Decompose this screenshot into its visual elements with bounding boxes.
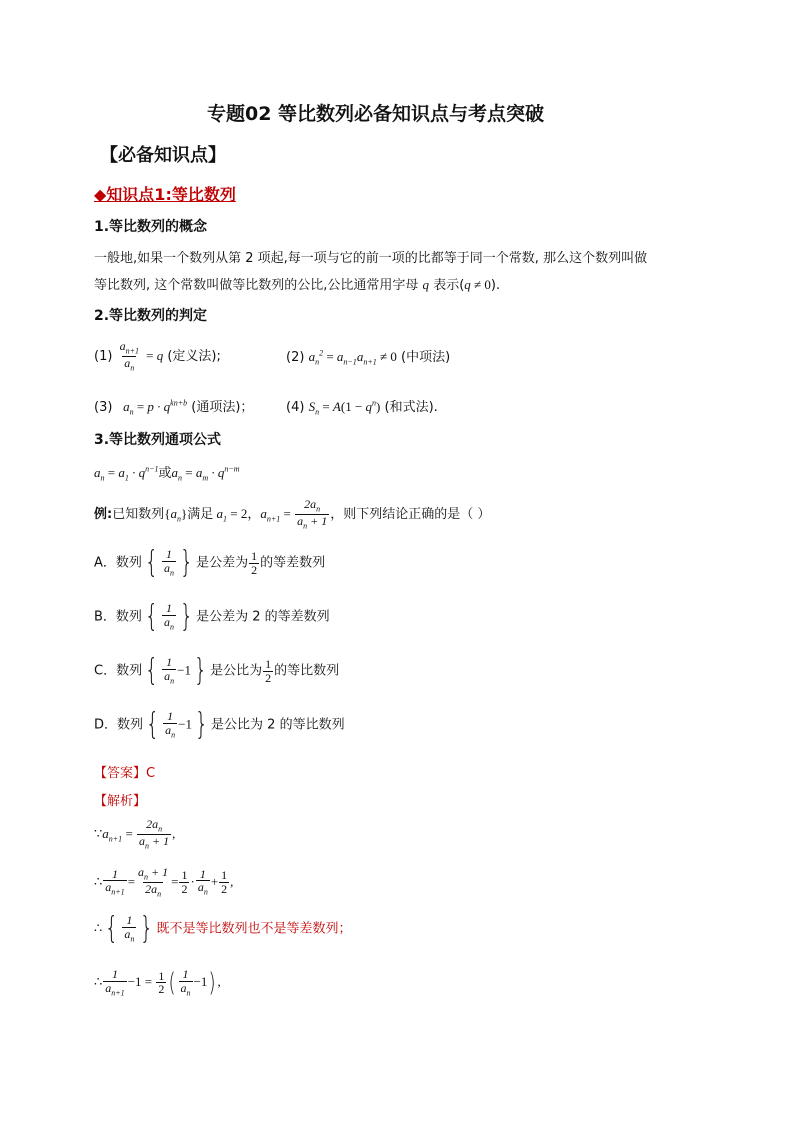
option-c: C．数列{ $\frac{1}{a_n}$ −1} 是公比为 $\frac{1}{2}$ 的等比数列: [94, 653, 340, 688]
knowledge-point-heading: ◆知识点1:等比数列: [94, 185, 236, 204]
formula-sum: $S_n$: [308, 399, 320, 417]
formula-recurrence: $\frac{2a_n}{a_n + 1}$: [297, 497, 328, 531]
general-term-formula: $a_n = a_1 \cdot q^{n-1}$或$a_n = a_m \cdot q^{n-m}$: [94, 464, 240, 483]
analysis-step-4: ∴ $\frac{1}{a_{n+1}}$ −1 = $\frac{1}{2}$ ( $\frac{1}{a_n}$ −1) ,: [94, 967, 221, 998]
concept-line-1: 一般地,如果一个数列从第 2 项起,每一项与它的前一项的比都等于同一个常数, 那么这个数列叫做: [94, 251, 648, 266]
criterion-definition: (1) $\frac{a_{n+1}}{a_n}$ = q (定义法);: [94, 339, 221, 373]
analysis-step-2: ∴ $\frac{1}{a_{n+1}}$ = $\frac{a_n + 1}{2a_n}$ = $\frac{1}{2}$ · $\frac{1}{a_n}$ + $\frac{1}{2}$ ,: [94, 865, 234, 899]
formula-ratio: $\frac{a_{n+1}}{a_n}$: [119, 339, 139, 373]
analysis-step-1: $\because a_{n+1}$ = $\frac{2a_n}{a_n + 1}$ ,: [94, 817, 176, 851]
criterion-sum: (4) $S_n = A(1 - q^n)$ (和式法).: [286, 398, 438, 417]
math-q-nonzero: q: [464, 277, 471, 292]
page-title: 专题02 等比数列必备知识点与考点突破: [207, 103, 545, 125]
math-q: q: [422, 277, 430, 292]
answer: 【答案】C: [94, 766, 156, 781]
example-question: 例:已知数列$\{a_n\}$满足 $a_1 = 2$，$a_{n+1}$ = $\frac{2a_n}{a_n + 1}$ ，则下列结论正确的是（ ）: [94, 497, 491, 531]
formula-general-term: $a_n$: [116, 399, 134, 417]
analysis-label: 【解析】: [94, 794, 147, 809]
option-b: B．数列{ $\frac{1}{a_n}$ } 是公差为 2 的等差数列: [94, 599, 330, 634]
section-heading: 【必备知识点】: [100, 145, 226, 166]
general-term-heading: 3.等比数列通项公式: [94, 432, 222, 448]
option-d: D．数列{ $\frac{1}{a_n}$ −1} 是公比为 2 的等比数列: [94, 707, 345, 742]
option-a: A．数列{ $\frac{1}{a_n}$ } 是公差为 $\frac{1}{2}$ 的等差数列: [94, 545, 326, 580]
criterion-middle-term: (2) $a_n^2 = a_{n-1}a_{n+1} \ne 0$ (中项法): [286, 348, 451, 367]
concept-heading: 1.等比数列的概念: [94, 219, 208, 235]
criterion-general-term: (3) $a_n = p \cdot q^{kn+b}$ (通项法)；: [94, 398, 254, 417]
concept-line-2: 等比数列, 这个常数叫做等比数列的公比,公比通常用字母 q 表示(q ≠ 0).: [94, 277, 501, 293]
criteria-heading: 2.等比数列的判定: [94, 308, 208, 324]
analysis-step-3: ∴{ $\frac{1}{a_n}$ } 既不是等比数列也不是等差数列；: [94, 911, 352, 946]
formula-middle-term: $a_n^2$: [308, 348, 324, 367]
